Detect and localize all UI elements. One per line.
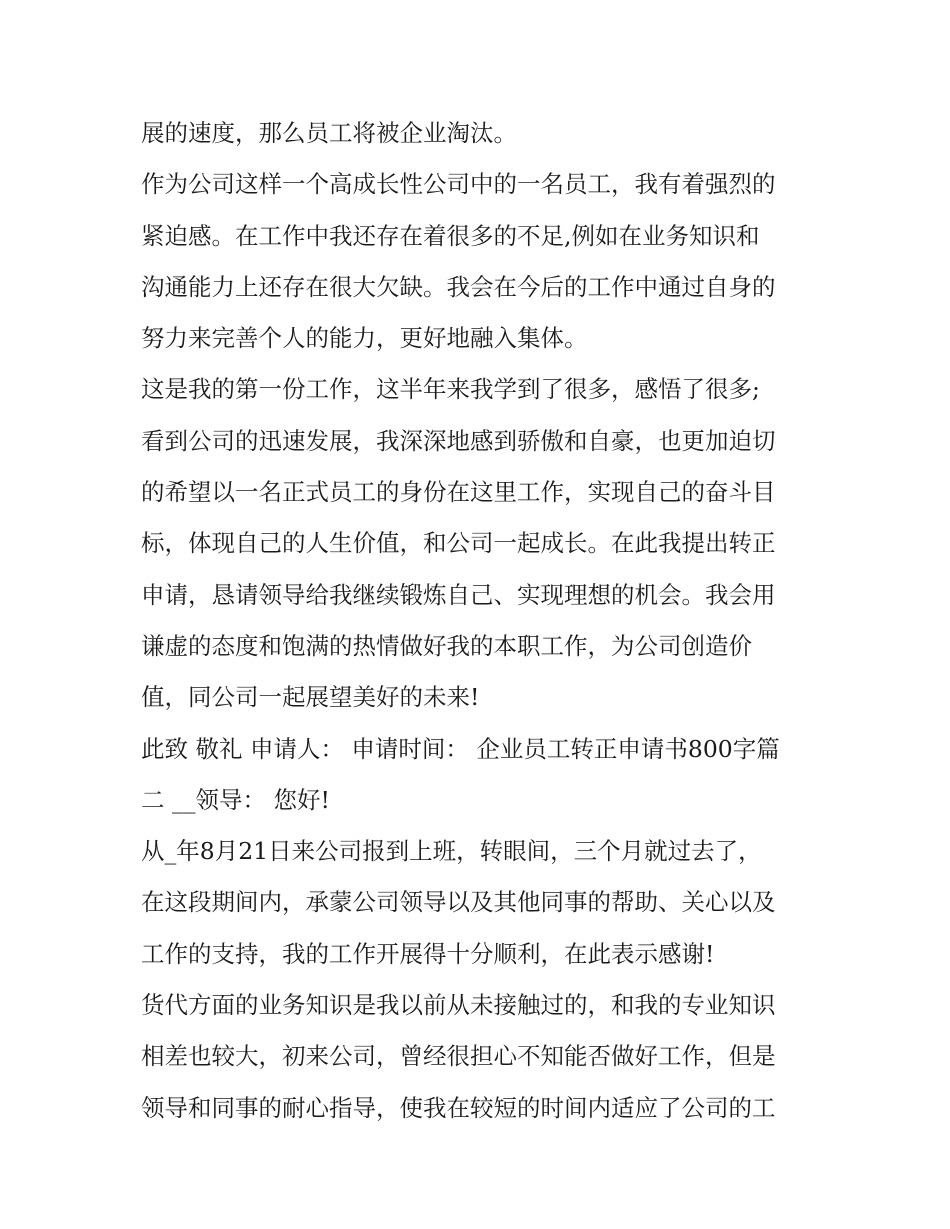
- text-line: 此致 敬礼 申请人： 申请时间： 企业员工转正申请书800字篇: [141, 734, 780, 763]
- text-line: 展的速度，那么员工将被企业淘汰。: [141, 119, 517, 147]
- text-line: 看到公司的迅速发展，我深深地感到骄傲和自豪，也更加迫切: [141, 426, 776, 455]
- text-line: 沟通能力上还存在很大欠缺。我会在今后的工作中通过自身的: [141, 272, 776, 301]
- text-line: 作为公司这样一个高成长性公司中的一名员工，我有着强烈的: [141, 170, 776, 199]
- text-line: 这是我的第一份工作，这半年来我学到了很多，感悟了很多;: [141, 375, 760, 404]
- text-line: 从_年8月21日来公司报到上班，转眼间，三个月就过去了，: [141, 837, 762, 866]
- text-line: 领导和同事的耐心指导，使我在较短的时间内适应了公司的工: [141, 1093, 776, 1122]
- document-body: [141, 108, 816, 1134]
- text-line: 申请，恳请领导给我继续锻炼自己、实现理想的机会。我会用: [141, 580, 776, 609]
- text-line: 相差也较大，初来公司，曾经很担心不知能否做好工作，但是: [141, 1042, 776, 1071]
- text-line: 在这段期间内，承蒙公司领导以及其他同事的帮助、关心以及: [141, 888, 776, 917]
- text-line: 紧迫感。在工作中我还存在着很多的不足,例如在业务知识和: [141, 221, 760, 250]
- text-line: 的希望以一名正式员工的身份在这里工作，实现自己的奋斗目: [141, 478, 776, 507]
- text-line: 谦虚的态度和饱满的热情做好我的本职工作，为公司创造价: [141, 631, 752, 660]
- text-line: 标，体现自己的人生价值，和公司一起成长。在此我提出转正: [141, 529, 776, 558]
- text-line: 货代方面的业务知识是我以前从未接触过的，和我的专业知识: [141, 991, 776, 1020]
- text-line: 努力来完善个人的能力，更好地融入集体。: [141, 324, 588, 353]
- text-line: 值，同公司一起展望美好的未来!: [141, 683, 480, 712]
- text-line: 工作的支持，我的工作开展得十分顺利，在此表示感谢!: [141, 939, 715, 968]
- text-line: 二 __领导： 您好!: [141, 785, 330, 814]
